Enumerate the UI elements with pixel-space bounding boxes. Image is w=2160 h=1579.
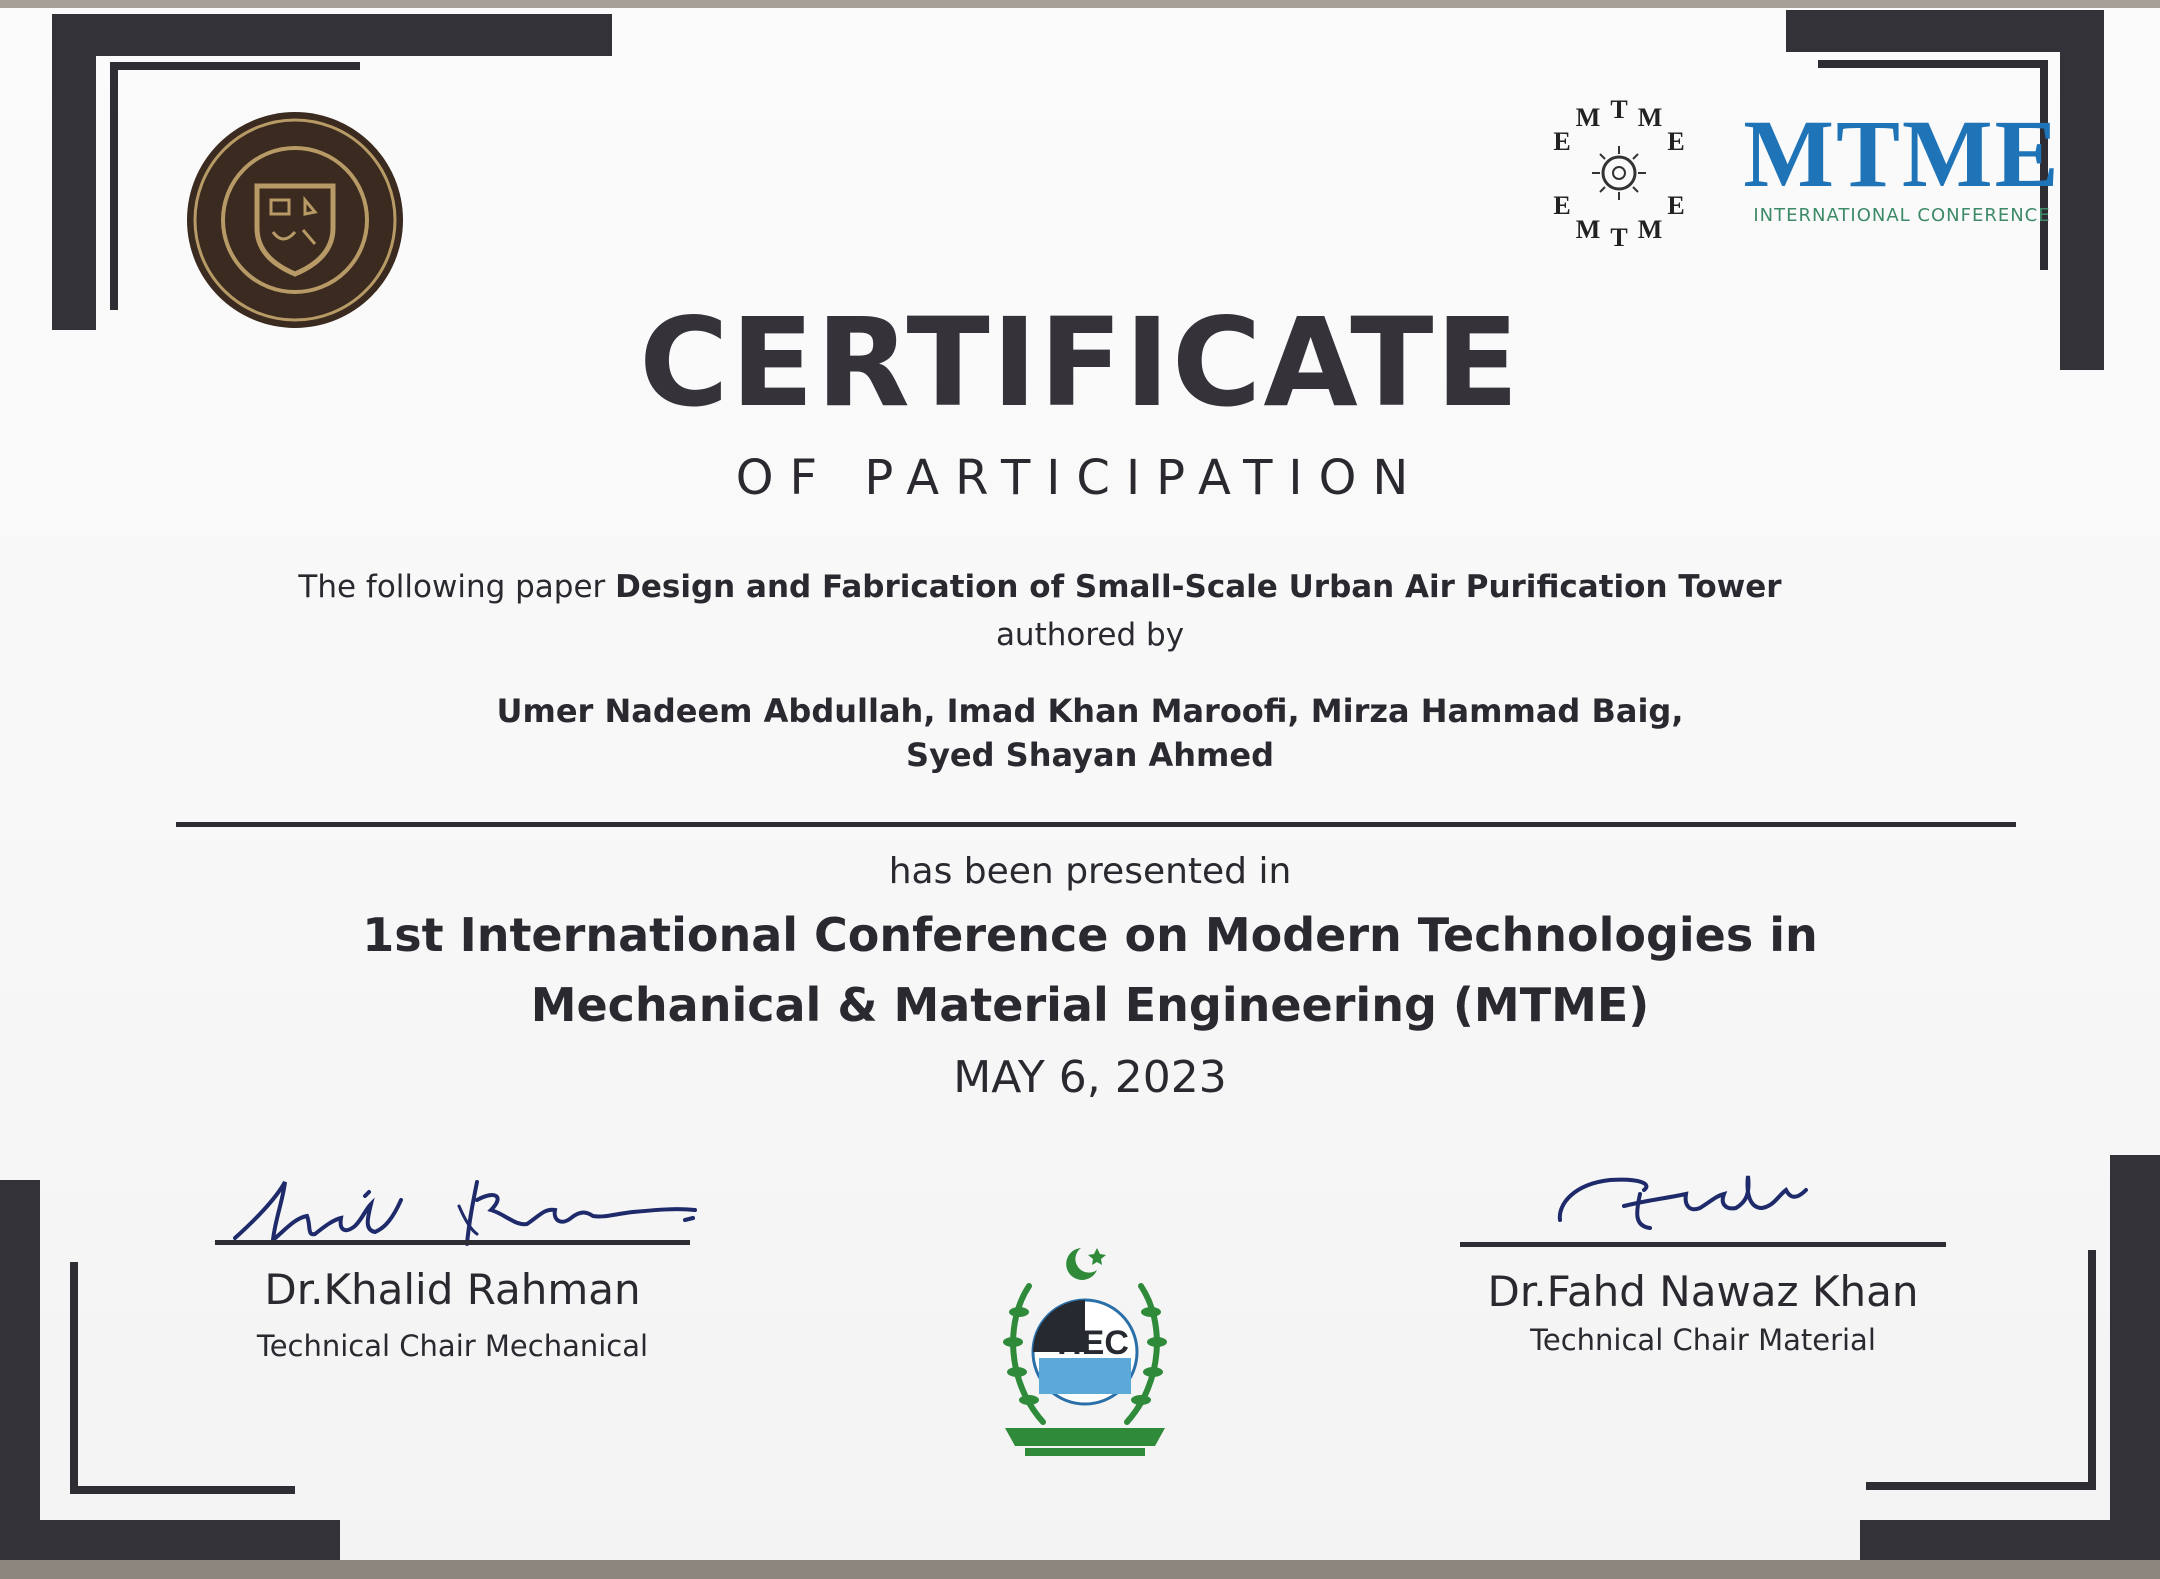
svg-text:E: E — [1667, 191, 1685, 220]
svg-text:E: E — [1553, 191, 1571, 220]
signatory-role-left: Technical Chair Mechanical — [256, 1329, 649, 1363]
conference-line-1: 1st International Conference on Modern Technologies in — [362, 908, 1818, 962]
mtme-wordmark: MTME — [1743, 100, 2061, 207]
conference-line-2: Mechanical & Material Engineering (MTME) — [530, 978, 1650, 1032]
frame-inner-top-left-vertical — [110, 62, 118, 310]
svg-text:M: M — [1575, 215, 1601, 244]
signature-fahd-nawaz-khan — [1540, 1150, 1820, 1240]
signature-line-right — [1460, 1242, 1946, 1247]
svg-text:M: M — [1637, 103, 1663, 132]
frame-inner-top-left-horizontal — [110, 62, 360, 70]
frame-inner-bottom-left-vertical — [70, 1262, 78, 1494]
paper-intro: The following paper — [298, 569, 606, 605]
svg-text:T: T — [1610, 223, 1628, 252]
certificate-subtitle: OF PARTICIPATION — [735, 450, 1425, 506]
signatory-name-left: Dr.Khalid Rahman — [264, 1265, 641, 1314]
authors-line-1: Umer Nadeem Abdullah, Imad Khan Maroofi, Mirza Hammad Baig, — [496, 692, 1684, 730]
signatory-name-right: Dr.Fahd Nawaz Khan — [1487, 1267, 1919, 1316]
hec-mark: HEC — [1057, 1324, 1129, 1362]
presented-in: has been presented in — [888, 851, 1292, 892]
svg-text:M: M — [1575, 103, 1601, 132]
signatory-role-right: Technical Chair Material — [1530, 1323, 1876, 1357]
divider-line — [176, 822, 2016, 827]
frame-corner-top-left-vertical — [52, 14, 96, 330]
frame-corner-bottom-left-horizontal — [0, 1520, 340, 1560]
svg-text:E: E — [1667, 127, 1685, 156]
svg-text:M: M — [1637, 215, 1663, 244]
university-seal-icon — [183, 108, 408, 333]
signature-khalid-rahman — [215, 1160, 705, 1252]
conference-date: MAY 6, 2023 — [953, 1052, 1227, 1103]
paper-title: Design and Fabrication of Small-Scale Urban Air Purification Tower — [615, 569, 1782, 605]
frame-inner-top-right-horizontal — [1818, 60, 2048, 68]
frame-corner-top-right-horizontal — [1786, 10, 2096, 52]
background-bottom-edge — [0, 1560, 2160, 1579]
frame-corner-bottom-right-horizontal — [1860, 1520, 2160, 1560]
signature-line-left — [215, 1240, 690, 1245]
authored-by: authored by — [995, 617, 1185, 653]
certificate-title: CERTIFICATE — [639, 292, 1521, 434]
frame-inner-bottom-right-vertical — [2088, 1250, 2096, 1490]
paper-statement — [190, 562, 1890, 612]
frame-inner-bottom-left-horizontal — [70, 1486, 295, 1494]
svg-text:T: T — [1610, 95, 1628, 124]
svg-text:E: E — [1553, 127, 1571, 156]
frame-inner-bottom-right-horizontal — [1866, 1482, 2096, 1490]
frame-corner-bottom-right-vertical — [2110, 1155, 2160, 1560]
hec-emblem-icon — [985, 1242, 1185, 1464]
frame-corner-bottom-left-vertical — [0, 1180, 40, 1560]
gear-emblem-icon — [1538, 92, 1700, 254]
mtme-subtitle: INTERNATIONAL CONFERENCE — [1753, 205, 2051, 226]
authors-line-2: Syed Shayan Ahmed — [906, 736, 1274, 774]
frame-corner-top-left-horizontal — [52, 14, 612, 56]
